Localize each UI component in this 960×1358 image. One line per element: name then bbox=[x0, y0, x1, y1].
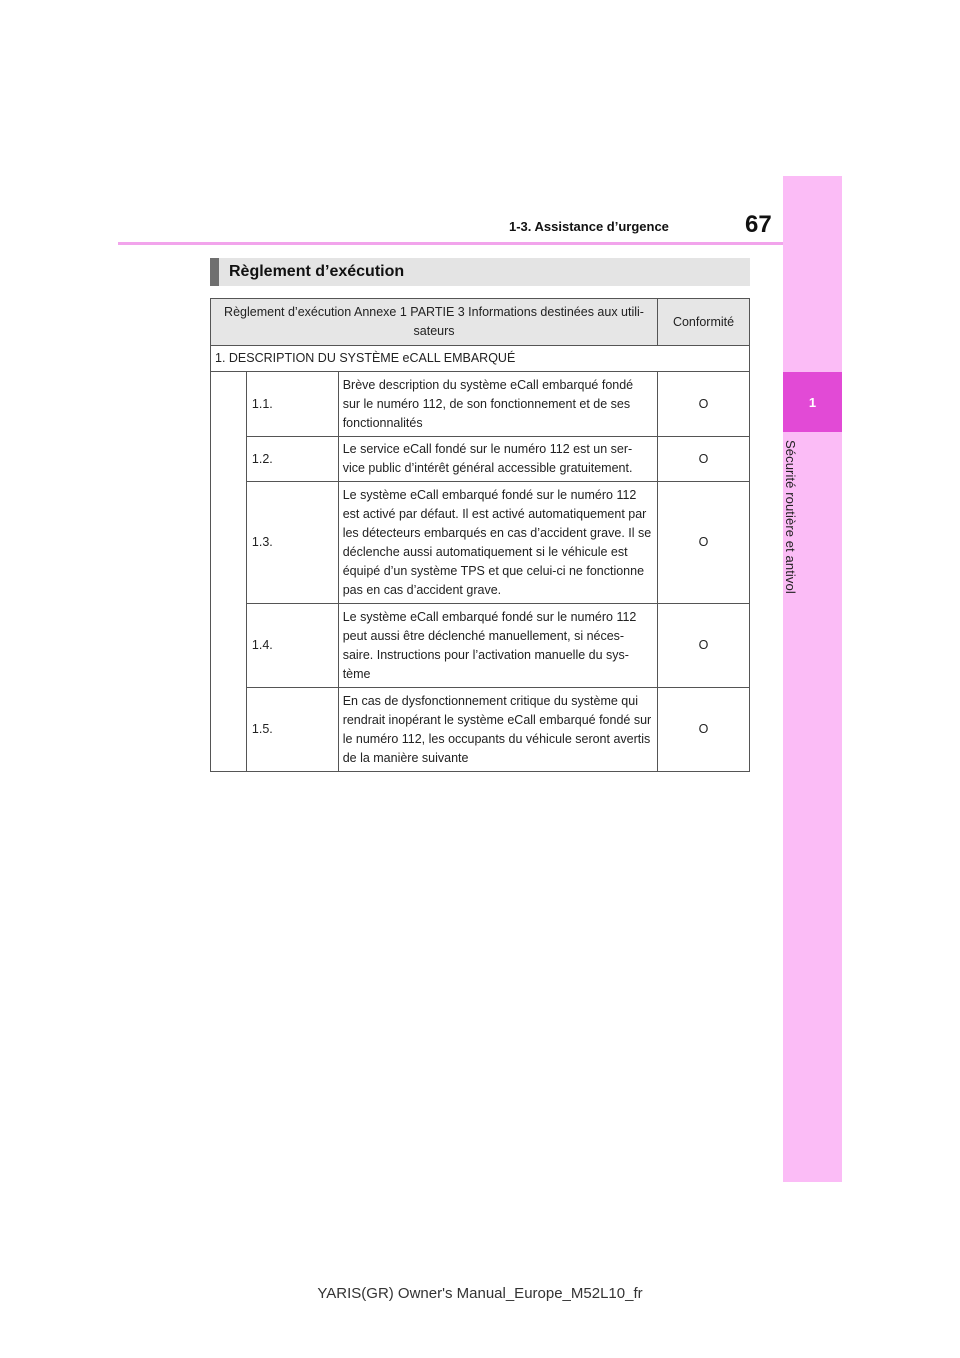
regulation-table bbox=[210, 298, 750, 772]
header-divider bbox=[118, 242, 783, 245]
table-row bbox=[211, 372, 750, 437]
table-row bbox=[211, 604, 750, 688]
chapter-number: 1 bbox=[808, 394, 817, 410]
page-number: 67 bbox=[745, 211, 772, 238]
row-number: 1.1. bbox=[246, 372, 338, 437]
table-row bbox=[211, 437, 750, 482]
section-title-cell: 1. DESCRIPTION DU SYSTÈME eCALL EMBARQUÉ bbox=[211, 346, 750, 372]
row-number: 1.3. bbox=[246, 482, 338, 604]
row-description: Le système eCall embarqué fondé sur le numéro 112 peut aussi être déclenché manuellement, si néces-saire. Instructions pour l’activation manuelle du sys-tème bbox=[338, 604, 657, 688]
indent-cell bbox=[211, 372, 247, 772]
chapter-side-tab bbox=[783, 176, 842, 1182]
header-conformity: Conformité bbox=[658, 299, 750, 346]
row-description: Le service eCall fondé sur le numéro 112 est un ser-vice public d’intérêt général accessible gratuitement. bbox=[338, 437, 657, 482]
section-heading bbox=[210, 258, 750, 286]
table-row bbox=[211, 688, 750, 772]
row-conformity: O bbox=[658, 372, 750, 437]
row-description: En cas de dysfonctionnement critique du système qui rendrait inopérant le système eCall embarqué fondé sur le numéro 112, les occupants du véhicule seront avertis de la manière suivante bbox=[338, 688, 657, 772]
row-description: Brève description du système eCall embarqué fondé sur le numéro 112, de son fonctionnement et de ses fonctionnalités bbox=[338, 372, 657, 437]
chapter-title-vertical: Sécurité routière et antivol bbox=[783, 440, 798, 594]
section-title: 1-3. Assistance d’urgence bbox=[509, 219, 669, 234]
row-conformity: O bbox=[658, 437, 750, 482]
page-footer: YARIS(GR) Owner's Manual_Europe_M52L10_fr bbox=[317, 1285, 643, 1302]
row-number: 1.2. bbox=[246, 437, 338, 482]
table-header-row bbox=[211, 299, 750, 346]
row-number: 1.5. bbox=[246, 688, 338, 772]
heading-text: Règlement d’exécution bbox=[229, 263, 405, 280]
row-description: Le système eCall embarqué fondé sur le numéro 112 est activé par défaut. Il est activé automatiquement par les détecteurs embarqués en cas d’accident grave. Il se déclenche aussi automatiquement si le véhicule est équipé d’un système TPS et que celui-ci ne fonctionne pas en cas d’accident grave. bbox=[338, 482, 657, 604]
header-info: Règlement d’exécution Annexe 1 PARTIE 3 Informations destinées aux utili-sateurs bbox=[211, 299, 658, 346]
table-row bbox=[211, 482, 750, 604]
row-number: 1.4. bbox=[246, 604, 338, 688]
chapter-number-tab bbox=[783, 372, 842, 432]
table-section-row bbox=[211, 346, 750, 372]
row-conformity: O bbox=[658, 604, 750, 688]
heading-accent-bar bbox=[210, 258, 219, 286]
row-conformity: O bbox=[658, 482, 750, 604]
row-conformity: O bbox=[658, 688, 750, 772]
